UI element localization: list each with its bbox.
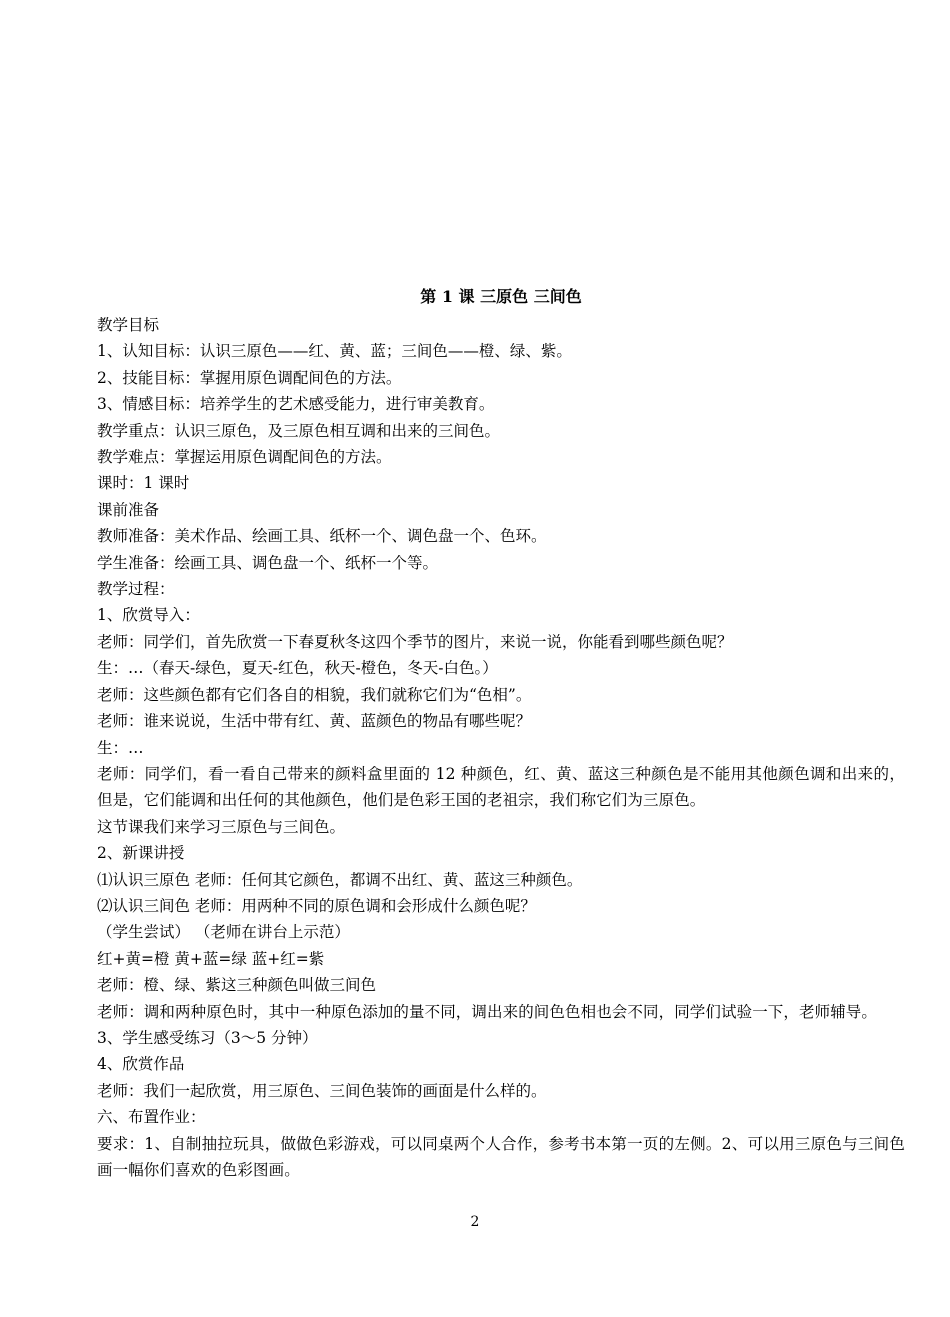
step-practice: 3、学生感受练习（3～5 分钟） [97, 1028, 318, 1047]
document-page [97, 284, 905, 1183]
step-appreciate-works: 4、欣赏作品 [97, 1055, 185, 1074]
trial-demo-line: （学生尝试） （老师在讲台上示范） [97, 923, 350, 942]
student-line: 生：…（春天-绿色，夏天-红色，秋天-橙色，冬天-白色。） [97, 659, 498, 678]
objective-skill: 2、技能目标：掌握用原色调配间色的方法。 [97, 368, 402, 387]
objective-emotion: 3、情感目标：培养学生的艺术感受能力，进行审美教育。 [97, 395, 495, 414]
teacher-line: 老师：橙、绿、紫这三种颜色叫做三间色 [97, 976, 377, 995]
student-preparation: 学生准备：绘画工具、调色盘一个、纸杯一个等。 [97, 553, 439, 572]
step-new-lesson: 2、新课讲授 [97, 844, 185, 863]
teacher-paragraph: 老师：同学们，看一看自己带来的颜料盒里面的 12 种颜色，红、黄、蓝这三种颜色是不能用其他颜色调和出来的，但是，它们能调和出任何的其他颜色，他们是色彩王国的老祖宗，我们称它们为三原色。 [97, 764, 905, 810]
class-hours: 课时：1 课时 [97, 474, 190, 493]
lesson-title: 第 1 课 三原色 三间色 [420, 287, 582, 306]
student-line: 生：… [97, 738, 144, 757]
section-heading-process: 教学过程： [97, 580, 175, 599]
objective-cognitive: 1、认知目标：认识三原色——红、黄、蓝；三间色——橙、绿、紫。 [97, 342, 572, 361]
step-appreciation-intro: 1、欣赏导入： [97, 606, 200, 625]
teacher-line: 老师：谁来说说，生活中带有红、黄、蓝颜色的物品有哪些呢？ [97, 712, 532, 731]
teacher-preparation: 教师准备：美术作品、绘画工具、纸杯一个、调色盘一个、色环。 [97, 527, 547, 546]
section-heading-preparation: 课前准备 [97, 500, 160, 519]
color-mixing-formulas: 红+黄=橙 黄+蓝=绿 蓝+红=紫 [97, 949, 325, 968]
section-heading-homework: 六、布置作业： [97, 1108, 206, 1127]
teacher-line: 老师：同学们，首先欣赏一下春夏秋冬这四个季节的图片，来说一说，你能看到哪些颜色呢？ [97, 632, 733, 651]
teacher-line: 老师：我们一起欣赏，用三原色、三间色装饰的画面是什么样的。 [97, 1081, 547, 1100]
lesson-intro-line: 这节课我们来学习三原色与三间色。 [97, 817, 346, 836]
teacher-line: 老师：这些颜色都有它们各自的相貌，我们就称它们为“色相”。 [97, 685, 532, 704]
page-number: 2 [470, 1214, 480, 1230]
section-heading-objectives: 教学目标 [97, 316, 160, 334]
homework-requirements: 要求：1、自制抽拉玩具，做做色彩游戏，可以同桌两个人合作，参考书本第一页的左侧。2、可以用三原色与三间色画一幅你们喜欢的色彩图画。 [97, 1134, 905, 1179]
teacher-paragraph: 老师：调和两种原色时，其中一种原色添加的量不同，调出来的间色色相也会不同，同学们试验一下，老师辅导。 [97, 1002, 878, 1021]
secondary-colors-line: ⑵认识三间色 老师：用两种不同的原色调和会形成什么颜色呢？ [97, 896, 536, 915]
teaching-focus: 教学重点：认识三原色，及三原色相互调和出来的三间色。 [97, 421, 501, 440]
primary-colors-line: ⑴认识三原色 老师：任何其它颜色，都调不出红、黄、蓝这三种颜色。 [97, 870, 583, 889]
teaching-difficulty: 教学难点：掌握运用原色调配间色的方法。 [97, 448, 392, 467]
